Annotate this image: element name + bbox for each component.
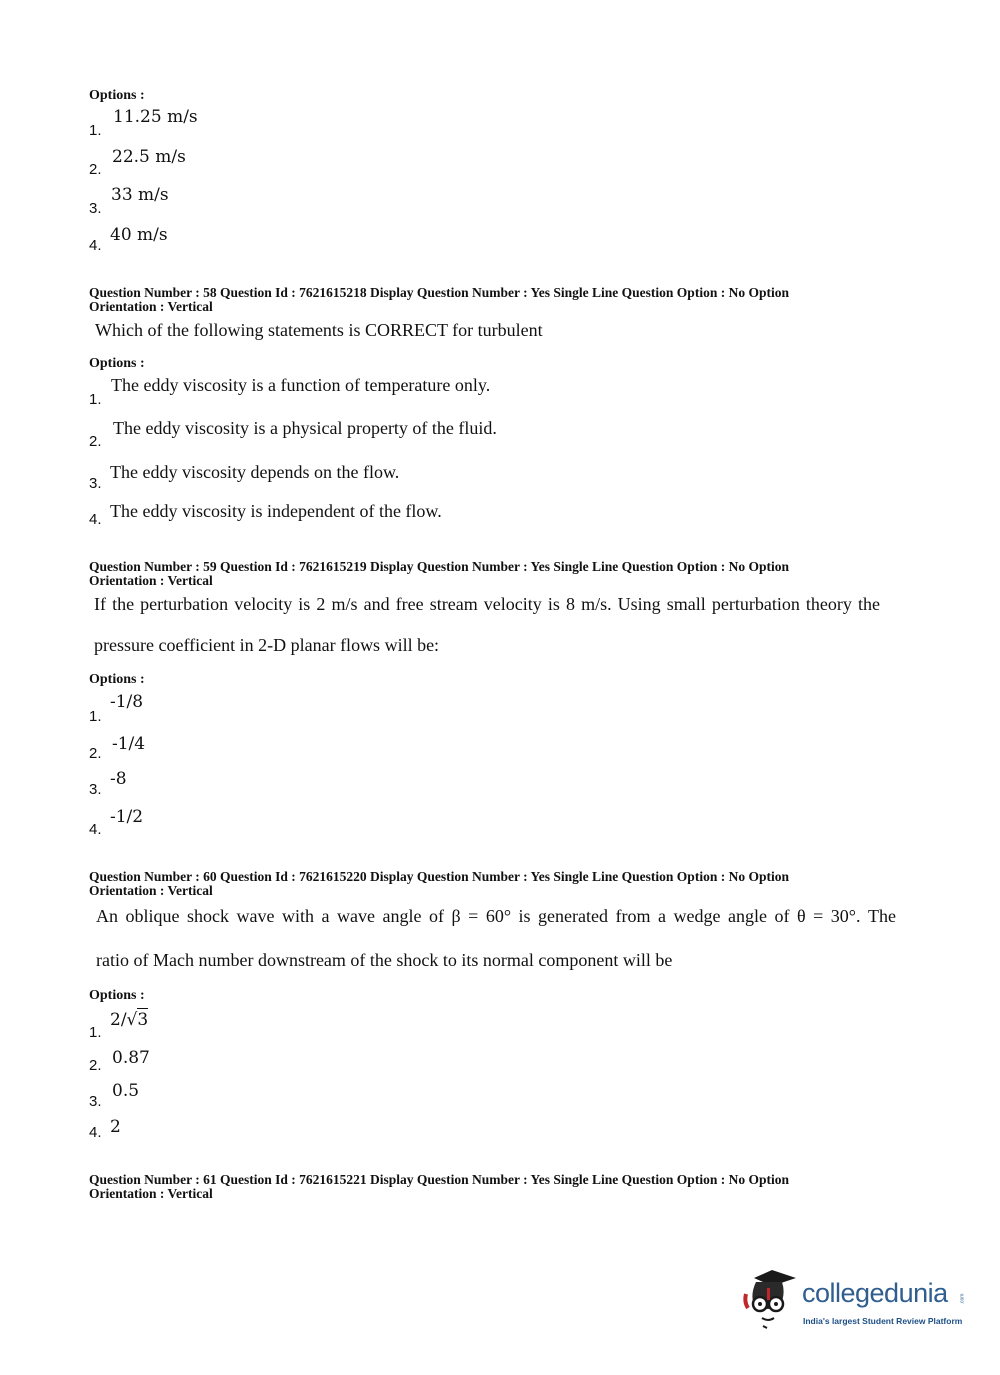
option-number: 2. xyxy=(89,433,102,450)
option-text: 0.5 xyxy=(112,1081,140,1101)
options-label: Options : xyxy=(89,672,145,687)
logo-com: .com xyxy=(959,1293,966,1305)
option-text: 2 xyxy=(110,1117,121,1137)
option-text: -1/4 xyxy=(112,734,146,754)
option-number: 4. xyxy=(89,1124,102,1141)
option-text: The eddy viscosity is a function of temperature only. xyxy=(111,375,491,395)
options-label: Options : xyxy=(89,356,145,371)
option-text xyxy=(110,1010,148,1030)
question-meta: Orientation : Vertical xyxy=(89,299,213,314)
option-number: 2. xyxy=(89,1057,102,1074)
option-text: The eddy viscosity is a physical property of the fluid. xyxy=(113,418,497,438)
options-label: Options : xyxy=(89,88,145,103)
question-meta: Question Number : 60 Question Id : 7621615220 Display Question Number : Yes Single Line Question Option : No Option xyxy=(89,869,789,884)
option-number: 3. xyxy=(89,781,102,798)
option-text: 11.25 m/s xyxy=(113,107,198,127)
option-number: 4. xyxy=(89,511,102,528)
option-text: -8 xyxy=(110,769,127,789)
options-label: Options : xyxy=(89,988,145,1003)
option-number: 1. xyxy=(89,1024,102,1041)
option-number: 3. xyxy=(89,1093,102,1110)
option-text: 33 m/s xyxy=(111,185,169,205)
question-text: Which of the following statements is CORRECT for turbulent xyxy=(95,320,543,340)
radicand: 3 xyxy=(137,1010,149,1030)
logo-text: collegedunia xyxy=(802,1278,948,1308)
option-text: 22.5 m/s xyxy=(112,147,186,167)
question-text: pressure coefficient in 2-D planar flows will be: xyxy=(94,635,440,655)
question-text: ratio of Mach number downstream of the shock to its normal component will be xyxy=(96,950,673,970)
option-text: -1/8 xyxy=(110,692,144,712)
option-number: 4. xyxy=(89,237,102,254)
option-number: 2. xyxy=(89,745,102,762)
option-text-prefix: 2/√ xyxy=(110,1010,138,1030)
option-number: 2. xyxy=(89,161,102,178)
option-text: The eddy viscosity depends on the flow. xyxy=(110,462,400,482)
option-number: 1. xyxy=(89,122,102,139)
question-meta: Question Number : 59 Question Id : 7621615219 Display Question Number : Yes Single Line Question Option : No Option xyxy=(89,559,789,574)
option-number: 1. xyxy=(89,391,102,408)
question-meta: Question Number : 61 Question Id : 7621615221 Display Question Number : Yes Single Line Question Option : No Option xyxy=(89,1172,789,1187)
logo-tagline: India's largest Student Review Platform xyxy=(803,1316,963,1326)
option-text: 40 m/s xyxy=(110,225,168,245)
question-meta: Orientation : Vertical xyxy=(89,883,213,898)
option-text: -1/2 xyxy=(110,807,144,827)
option-number: 3. xyxy=(89,475,102,492)
option-number: 3. xyxy=(89,200,102,217)
question-meta: Orientation : Vertical xyxy=(89,1186,213,1201)
question-text: If the perturbation velocity is 2 m/s and free stream velocity is 8 m/s. Using small perturbation theory the xyxy=(94,594,880,614)
option-number: 1. xyxy=(89,708,102,725)
question-text: An oblique shock wave with a wave angle of β = 60° is generated from a wedge angle of θ = 30°. The xyxy=(96,906,896,926)
mascot-icon xyxy=(742,1268,802,1336)
option-text: 0.87 xyxy=(112,1048,150,1068)
collegedunia-logo xyxy=(742,1268,972,1338)
question-meta: Question Number : 58 Question Id : 7621615218 Display Question Number : Yes Single Line Question Option : No Option xyxy=(89,285,789,300)
option-text: The eddy viscosity is independent of the flow. xyxy=(110,501,442,521)
option-number: 4. xyxy=(89,821,102,838)
question-meta: Orientation : Vertical xyxy=(89,573,213,588)
